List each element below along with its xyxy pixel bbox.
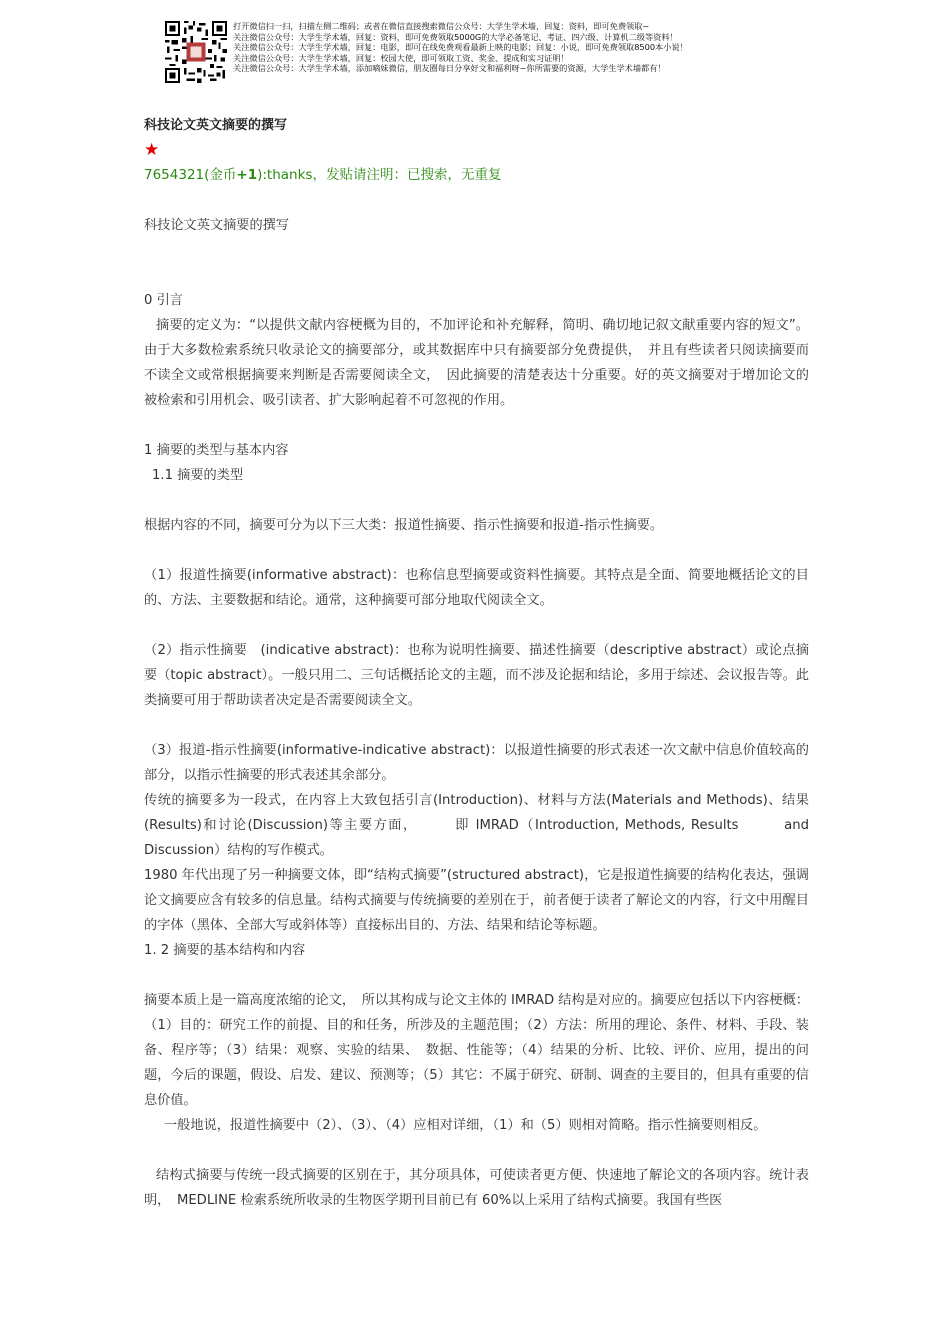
article-subtitle: 科技论文英文摘要的撰写	[144, 218, 290, 233]
paragraph: 一般地说，报道性摘要中（2）、（3）、（4）应相对详细，（1）和（5）则相对简略。指示性摘要则相反。	[164, 1118, 767, 1133]
promo-line: 打开微信扫一扫，扫描左侧二维码；或者在微信直接搜索微信公众号：大学生学术墙，回复：资料，即可免费领取~	[233, 21, 650, 31]
reward-line	[144, 162, 809, 188]
subsection-heading: 1.1 摘要的类型	[152, 468, 244, 483]
paragraph: 传统的摘要多为一段式，在内容上大致包括引言(Introduction)、材料与方法(Materials and Methods)、结果(Results)和讨论(Discussion)等主要方面， 即 IMRAD（Introduction, Methods, Results and Discussion）结构的写作模式。	[144, 793, 809, 858]
section-heading: 0 引言	[144, 293, 183, 308]
section-heading: 1 摘要的类型与基本内容	[144, 443, 289, 458]
promo-text	[233, 21, 688, 74]
reward-plus: +1	[236, 167, 258, 183]
paragraph: 根据内容的不同，摘要可分为以下三大类：报道性摘要、指示性摘要和报道-指示性摘要。	[144, 518, 664, 533]
paragraph: （3）报道-指示性摘要(informative-indicative abstract)：以报道性摘要的形式表述一次文献中信息价值较高的部分，以指示性摘要的形式表述其余部分。	[144, 743, 809, 783]
article	[144, 114, 809, 1213]
paragraph: 1980 年代出现了另一种摘要文体，即“结构式摘要”(structured abstract)，它是报道性摘要的结构化表达，强调论文摘要应含有较多的信息量。结构式摘要与传统摘要的差别在于，前者便于读者了解论文的内容，行文中用醒目的字体（黑体、全部大写或斜体等）直接标出目的、方法、结果和结论等标题。	[144, 868, 809, 933]
promo-line: 关注微信公众号：大学生学术墙，添加嘀妹微信，朋友圈每日分享好文和福利呀~你所需要的资源，大学生学术墙都有！	[233, 63, 666, 74]
promo-line: 关注微信公众号：大学生学术墙，回复：校园大使，即可领取工资、奖金、提成和实习证明！	[233, 52, 569, 63]
promo-header	[165, 20, 765, 84]
reward-suffix: ):thanks，发贴请注明：已搜索，无重复	[257, 167, 502, 183]
promo-line: 关注微信公众号：大学生学术墙，回复：电影，即可在线免费观看最新上映的电影；回复：小说，即可免费领取8500本小说！	[233, 42, 688, 53]
qr-code-icon[interactable]	[165, 20, 227, 84]
reward-prefix: 7654321(金币	[144, 167, 237, 183]
promo-line: 关注微信公众号：大学生学术墙，回复：资料，即可免费领取5000G的大学必备笔记、考证、四六级、计算机二级等资料！	[233, 31, 678, 42]
paragraph: （2）指示性摘要 (indicative abstract)：也称为说明性摘要、描述性摘要（descriptive abstract）或论点摘要（topic abstract）。一般只用二、三句话概括论文的主题，而不涉及论据和结论，多用于综述、会议报告等。此类摘要可用于帮助读者决定是否需要阅读全文。	[144, 643, 809, 708]
paragraph: 摘要本质上是一篇高度浓缩的论文， 所以其构成与论文主体的 IMRAD 结构是对应的。摘要应包括以下内容梗概：（1）目的：研究工作的前提、目的和任务，所涉及的主题范围；（2）方法：所用的理论、条件、材料、手段、装备、程序等；（3）结果：观察、实验的结果、 数据、性能等；（4）结果的分析、比较、评价、应用，提出的问题，今后的课题，假设、启发、建议、预测等；（5）其它：不属于研究、研制、调查的主要目的，但具有重要的信息价值。	[144, 993, 809, 1108]
paragraph: 结构式摘要与传统一段式摘要的区别在于，其分项具体，可使读者更方便、快速地了解论文的各项内容。统计表明， MEDLINE 检索系统所收录的生物医学期刊目前已有 60%以上采用了结构式摘要。我国有些医	[144, 1168, 809, 1208]
star-icon: ★	[144, 140, 160, 160]
subsection-heading: 1. 2 摘要的基本结构和内容	[144, 943, 306, 958]
post-title: 科技论文英文摘要的撰写	[144, 118, 288, 133]
paragraph: 摘要的定义为：“以提供文献内容梗概为目的，不加评论和补充解释，简明、确切地记叙文献重要内容的短文”。由于大多数检索系统只收录论文的摘要部分，或其数据库中只有摘要部分免费提供， 并且有些读者只阅读摘要而不读全文或常根据摘要来判断是否需要阅读全文， 因此摘要的清楚表达十分重要。好的英文摘要对于增加论文的被检索和引用机会、吸引读者、扩大影响起着不可忽视的作用。	[144, 318, 809, 408]
paragraph: （1）报道性摘要(informative abstract)：也称信息型摘要或资料性摘要。其特点是全面、简要地概括论文的目的、方法、主要数据和结论。通常，这种摘要可部分地取代阅读全文。	[144, 568, 809, 608]
